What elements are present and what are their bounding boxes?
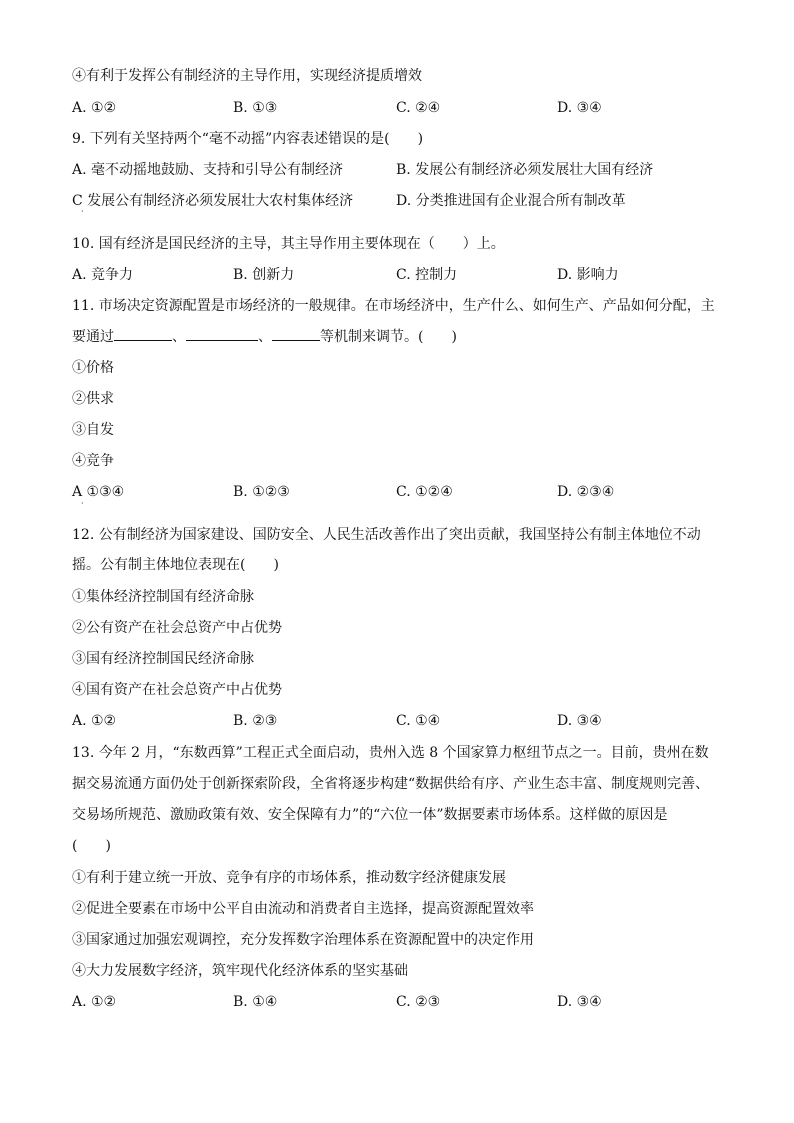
q9-stem: 9. 下列有关坚持两个“毫不动摇”内容表述错误的是( ) [72, 131, 424, 147]
q11-separator-2: 、 [258, 329, 272, 345]
q12-item-2: ②公有资产在社会总资产中占优势 [72, 620, 282, 636]
q13-item-2: ②促进全要素在市场中公平自由流动和消费者自主选择，提高资源配置效率 [72, 901, 534, 917]
q13-item-1: ①有利于建立统一开放、竞争有序的市场体系，推动数字经济健康发展 [72, 870, 506, 886]
q13-option-c: C. ②③ [396, 994, 441, 1010]
q12-stem-line-2: 摇。公有制主体地位表现在( ) [72, 557, 279, 573]
q13-option-a: A. ①② [72, 994, 117, 1010]
q11-stem-tail: 等机制来调节。( ) [320, 329, 457, 345]
q13-stem-line-3: 交易场所规范、激励政策有效、安全保障有力”的“六位一体”数据要素市场体系。这样做的原因是 [72, 807, 668, 823]
q8-option-a: A. ①② [72, 100, 117, 116]
q8-option-b: B. ①③ [233, 100, 278, 116]
q13-stem-line-1: 13. 今年 2 月，“东数西算”工程正式全面启动，贵州入选 8 个国家算力枢纽节点之一。目前，贵州在数 [72, 745, 709, 761]
q8-option-c: C. ②④ [396, 100, 441, 116]
q11-stem-line-1: 11. 市场决定资源配置是市场经济的一般规律。在市场经济中，生产什么、如何生产、产品如何分配，主 [72, 298, 715, 314]
q11-option-a: A ①③④ [72, 484, 125, 500]
q10-option-c: C. 控制力 [396, 267, 458, 283]
q11-stem-lead: 要通过 [72, 329, 114, 345]
fill-blank-2 [186, 326, 258, 341]
q12-item-1: ①集体经济控制国有经济命脉 [72, 589, 254, 605]
q12-option-d: D. ③④ [557, 713, 602, 729]
q12-option-c: C. ①④ [396, 713, 441, 729]
q13-option-b: B. ①④ [233, 994, 278, 1010]
q8-option-d: D. ③④ [557, 100, 602, 116]
q10-option-b: B. 创新力 [233, 267, 295, 283]
q12-item-4: ④国有资产在社会总资产中占优势 [72, 682, 282, 698]
q12-option-a: A. ①② [72, 713, 117, 729]
q13-item-3: ③国家通过加强宏观调控，充分发挥数字治理体系在资源配置中的决定作用 [72, 932, 534, 948]
fill-blank-1 [114, 326, 172, 341]
q11-option-b: B. ①②③ [233, 484, 290, 500]
q12-item-3: ③国有经济控制国民经济命脉 [72, 651, 254, 667]
q10-stem: 10. 国有经济是国民经济的主导，其主导作用主要体现在（ ）上。 [72, 236, 505, 252]
q11-item-2: ②供求 [72, 391, 114, 407]
scan-dot: · [81, 207, 84, 216]
q13-stem-line-2: 据交易流通方面仍处于创新探索阶段，全省将逐步构建“数据供给有序、产业生态丰富、制度规则完善、 [72, 776, 710, 792]
q9-option-a: A. 毫不动摇地鼓励、支持和引导公有制经济 [72, 162, 344, 178]
q9-option-b: B. 发展公有制经济必须发展壮大国有经济 [396, 162, 654, 178]
q11-item-4: ④竞争 [72, 453, 114, 469]
q11-option-c: C. ①②④ [396, 484, 453, 500]
fill-blank-3 [272, 326, 320, 341]
q11-separator-1: 、 [172, 329, 186, 345]
q10-option-a: A. 竞争力 [72, 267, 134, 283]
scan-dot: · [81, 499, 84, 508]
q10-option-d: D. 影响力 [557, 267, 619, 283]
q13-option-d: D. ③④ [557, 994, 602, 1010]
q11-item-1: ①价格 [72, 360, 114, 376]
q8-statement-4: ④有利于发挥公有制经济的主导作用，实现经济提质增效 [72, 68, 422, 84]
q12-option-b: B. ②③ [233, 713, 278, 729]
q12-stem-line-1: 12. 公有制经济为国家建设、国防安全、人民生活改善作出了突出贡献，我国坚持公有制主体地位不动 [72, 527, 701, 543]
q9-option-c: C 发展公有制经济必须发展壮大农村集体经济 [72, 193, 354, 209]
q11-option-d: D. ②③④ [557, 484, 615, 500]
q11-item-3: ③自发 [72, 422, 114, 438]
q13-stem-line-4: ( ) [72, 838, 111, 854]
q13-item-4: ④大力发展数字经济，筑牢现代化经济体系的坚实基础 [72, 963, 408, 979]
q9-option-d: D. 分类推进国有企业混合所有制改革 [396, 193, 626, 209]
q11-stem-line-2 [72, 326, 457, 347]
